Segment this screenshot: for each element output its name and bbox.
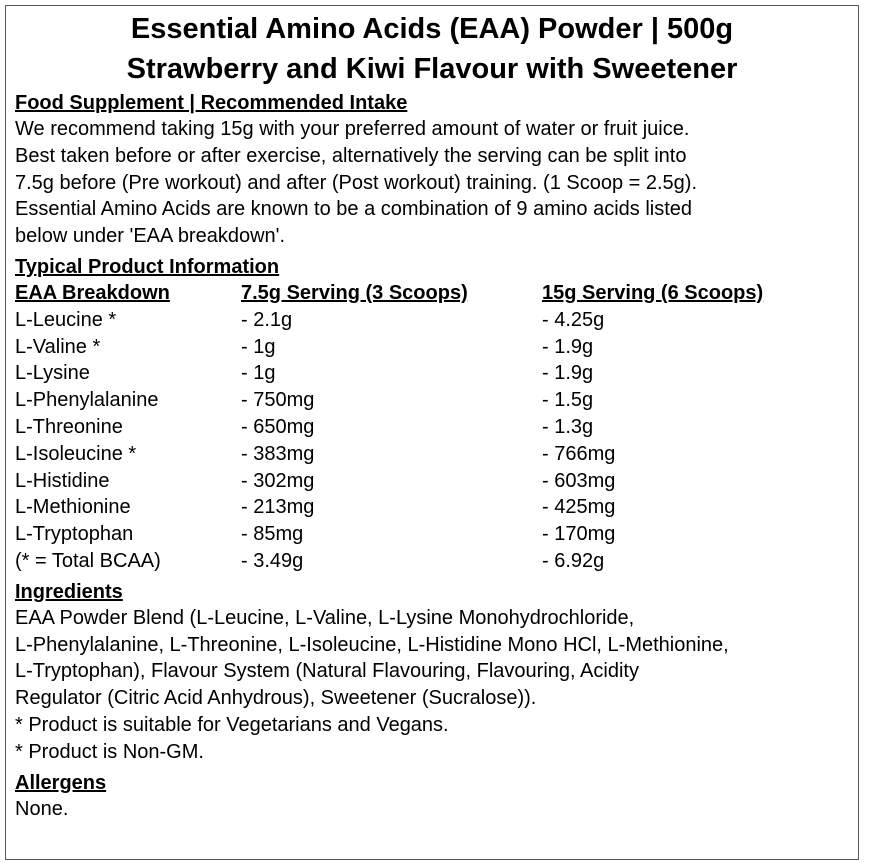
- intake-line: Essential Amino Acids are known to be a combination of 9 amino acids listed: [15, 198, 693, 221]
- amount-15g: - 1.3g: [542, 415, 594, 438]
- amount-15g: - 4.25g: [542, 308, 605, 331]
- ingredients-line: L-Phenylalanine, L-Threonine, L-Isoleucine, L-Histidine Mono HCl, L-Methionine,: [15, 633, 729, 656]
- table-row: [15, 334, 855, 361]
- amino-name: L-Phenylalanine: [15, 389, 159, 412]
- amino-name: L-Histidine: [15, 469, 110, 492]
- intake-heading: Food Supplement | Recommended Intake: [15, 92, 408, 114]
- amount-7-5g: - 650mg: [241, 415, 315, 438]
- amino-name: L-Lysine: [15, 362, 90, 385]
- amino-name: L-Tryptophan: [15, 523, 134, 546]
- table-row: [15, 414, 855, 441]
- amount-15g: - 766mg: [542, 442, 616, 465]
- table-row: [15, 468, 855, 495]
- amount-15g: - 1.9g: [542, 335, 594, 358]
- amount-7-5g: - 383mg: [241, 442, 315, 465]
- amount-15g: - 6.92g: [542, 549, 605, 572]
- amount-15g: - 1.9g: [542, 362, 594, 385]
- ingredients-paragraph: [15, 605, 855, 766]
- allergens-text: None.: [15, 797, 69, 820]
- eaa-table-header: [15, 280, 855, 307]
- amount-15g: - 1.5g: [542, 389, 594, 412]
- title-line-1: Essential Amino Acids (EAA) Powder | 500g: [130, 13, 734, 45]
- nutrition-label: [5, 5, 859, 860]
- product-info-heading: Typical Product Information: [15, 255, 280, 278]
- title-line-2: Strawberry and Kiwi Flavour with Sweetener: [126, 53, 738, 85]
- ingredients-line: L-Tryptophan), Flavour System (Natural Flavouring, Flavouring, Acidity: [15, 660, 639, 683]
- intake-line: We recommend taking 15g with your preferred amount of water or fruit juice.: [15, 118, 690, 140]
- table-row: [15, 307, 855, 334]
- amount-7-5g: - 1g: [241, 362, 276, 385]
- amount-7-5g: - 2.1g: [241, 308, 293, 331]
- table-row: [15, 441, 855, 468]
- amount-7-5g: - 750mg: [241, 389, 315, 412]
- label-content: [15, 90, 855, 822]
- intake-paragraph: [15, 116, 855, 250]
- non-gm-note: * Product is Non-GM.: [15, 740, 204, 763]
- amount-7-5g: - 213mg: [241, 496, 315, 519]
- bcaa-total-label: (* = Total BCAA): [15, 549, 161, 572]
- amino-name: L-Methionine: [15, 496, 131, 519]
- ingredients-heading: Ingredients: [15, 580, 123, 603]
- table-row: [15, 521, 855, 548]
- amount-7-5g: - 302mg: [241, 469, 315, 492]
- vegan-note: * Product is suitable for Vegetarians and Vegans.: [15, 713, 449, 736]
- amount-7-5g: - 85mg: [241, 523, 304, 546]
- table-row-bcaa-total: [15, 548, 855, 575]
- amino-name: L-Valine *: [15, 335, 101, 358]
- amount-15g: - 603mg: [542, 469, 616, 492]
- amount-7-5g: - 3.49g: [241, 549, 304, 572]
- amino-name: L-Threonine: [15, 415, 123, 438]
- amino-name: L-Isoleucine *: [15, 442, 137, 465]
- column-header-7-5g: 7.5g Serving (3 Scoops): [241, 281, 468, 304]
- eaa-table: [15, 280, 855, 575]
- intake-line: Best taken before or after exercise, alternatively the serving can be split into: [15, 144, 687, 167]
- amount-15g: - 170mg: [542, 523, 616, 546]
- amount-15g: - 425mg: [542, 496, 616, 519]
- table-row: [15, 494, 855, 521]
- table-row: [15, 360, 855, 387]
- intake-line: 7.5g before (Pre workout) and after (Post workout) training. (1 Scoop = 2.5g).: [15, 171, 698, 194]
- column-header-15g: 15g Serving (6 Scoops): [542, 281, 764, 304]
- table-row: [15, 387, 855, 414]
- ingredients-line: Regulator (Citric Acid Anhydrous), Sweetener (Sucralose)).: [15, 687, 537, 710]
- column-header-breakdown: EAA Breakdown: [15, 281, 170, 304]
- amino-name: L-Leucine *: [15, 308, 117, 331]
- ingredients-line: EAA Powder Blend (L-Leucine, L-Valine, L-Lysine Monohydrochloride,: [15, 606, 635, 629]
- product-title: [6, 9, 858, 89]
- amount-7-5g: - 1g: [241, 335, 276, 358]
- intake-line: below under 'EAA breakdown'.: [15, 225, 286, 248]
- allergens-heading: Allergens: [15, 771, 107, 794]
